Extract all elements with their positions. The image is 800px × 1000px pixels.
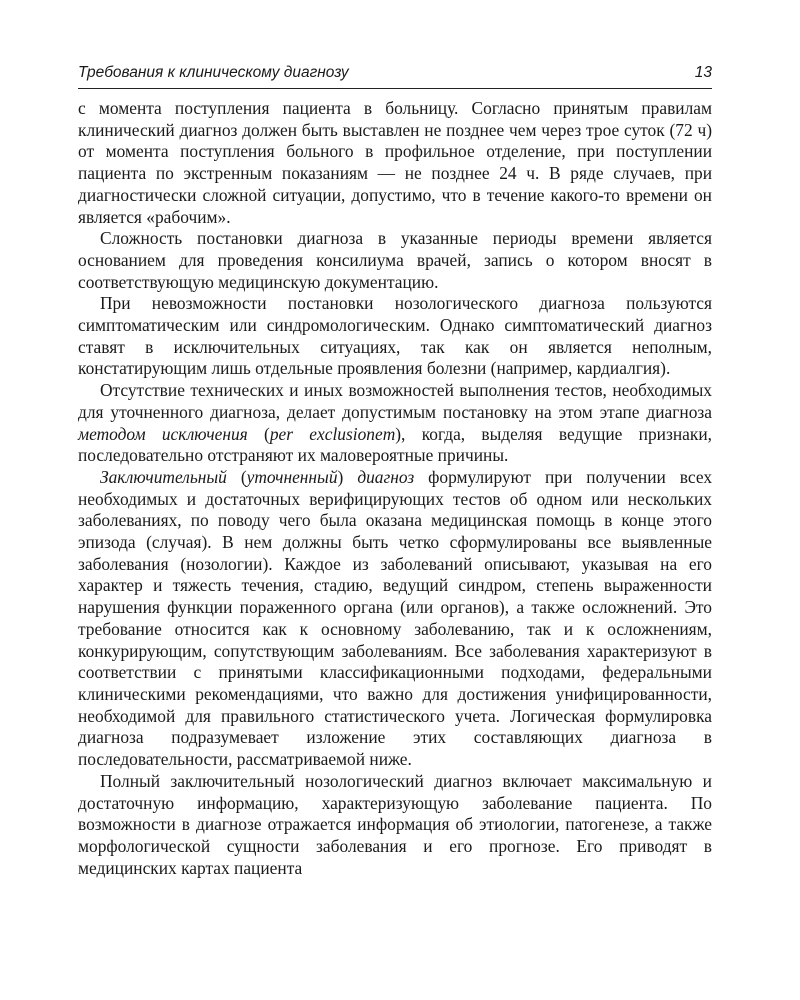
running-header (78, 64, 712, 86)
paragraph-4-text-middle: ( (247, 423, 270, 444)
paragraph-5-text-2: ) (337, 466, 358, 487)
paragraph-5-text-after: формулируют при получении всех необходимых и достаточных верифицирующих тестов об одном или нескольких заболеваниях, по поводу чего была оказана медицинская помощь в конце этого эпизода (случая). В нем должны быть четко сформулированы все выявленные заболевания (нозологии). Каждое из заболеваний описывают, указывая на его характер и тяжесть течения, стадию, ведущий синдром, степень выраженности нарушения функции пораженного органа (или органов), а также осложнений. Это требование относится как к основному заболеванию, так и к осложнениям, конкурирующим, сопутствующим заболеваниям. Все заболевания характеризуют в соответствии с принятыми классификационными подходами, федеральными клиническими рекомендациями, что важно для достижения унифицированности, необходимой для правильного статистического учета. Логическая формулировка диагноза подразумевает изложение этих составляющих диагноза в последовательности, рассматриваемой ниже. (78, 466, 713, 770)
paragraph-4-text-after: ), когда, выделяя ведущие признаки, последовательно отстраняют их маловероятные причины. (78, 423, 712, 466)
term-final: Заключительный (100, 466, 227, 487)
paragraph-1: с момента поступления пациента в больницу. Согласно принятым правилам клинический диагноз должен быть выставлен не позднее чем через трое суток (72 ч) от момента поступления больного в профильное отделение, при поступлении пациента по экстренным показаниям — не позднее 24 ч. В ряде случаев, при диагностически сложной ситуации, допустимо, что в течение какого-то времени он является «рабочим». (78, 98, 712, 227)
term-diagnosis: диагноз (357, 466, 415, 487)
paragraph-3: При невозможности постановки нозологического диагноза пользуются симптоматическим или синдромологическим. Однако симптоматический диагноз ставят в исключительных ситуациях, так как он является неполным, констатирующим лишь отдельные проявления болезни (например, кардиалгия). (78, 293, 712, 379)
header-rule (78, 88, 712, 89)
paragraph-5 (78, 467, 712, 771)
page-number: 13 (694, 64, 712, 81)
term-exclusion-method: методом исключения (78, 423, 248, 444)
paragraph-2: Сложность постановки диагноза в указанные периоды времени является основанием для проведения консилиума врачей, запись о котором вносят в соответствующую медицинскую документацию. (78, 228, 712, 292)
paragraph-4-text-before: Отсутствие технических и иных возможностей выполнения тестов, необходимых для уточненного диагноза, делает допустимым постановку на этом этапе диагноза (78, 380, 712, 422)
term-per-exclusionem: per exclusionem (269, 423, 396, 444)
chapter-title: Требования к клиническому диагнозу (78, 64, 349, 81)
body-text (78, 98, 712, 879)
paragraph-4 (78, 380, 712, 467)
paragraph-5-text-1: ( (226, 466, 247, 487)
paragraph-6: Полный заключительный нозологический диагноз включает максимальную и достаточную информацию, характеризующую заболевание пациента. По возможности в диагнозе отражается информация об этиологии, патогенезе, а также морфологической сущности заболевания и его прогнозе. Его приводят в медицинских картах пациента (78, 770, 712, 878)
term-refined: уточненный (246, 466, 338, 487)
